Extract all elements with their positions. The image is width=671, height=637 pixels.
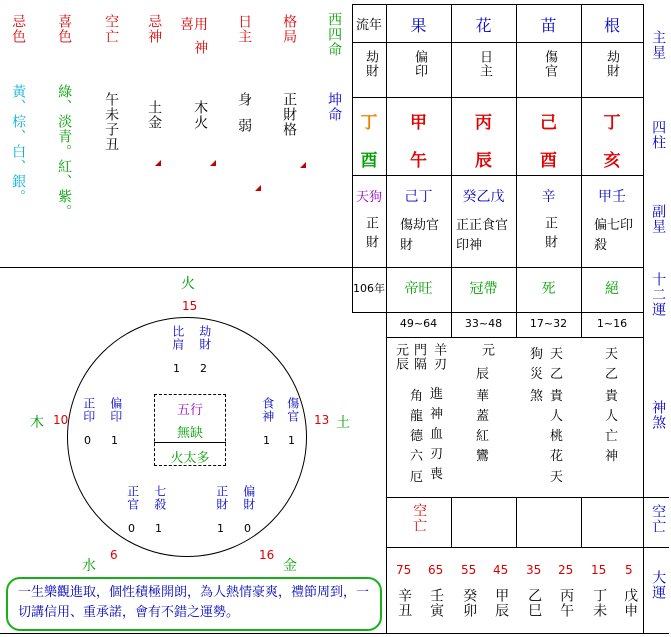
twelve-stage-label: 十二運 xyxy=(650,272,667,317)
daymaster-label: 日主 xyxy=(236,14,253,44)
substar-month-top: 癸乙戊 xyxy=(462,189,505,205)
shensha-label: 神煞 xyxy=(650,400,667,430)
kongwang-cell: 空亡 xyxy=(411,503,428,533)
substar-day-top: 辛 xyxy=(541,189,556,205)
stem-month: 丙 xyxy=(475,113,492,133)
branch-hour: 亥 xyxy=(603,151,621,171)
marker-triangle xyxy=(210,160,216,166)
substar-hour-top: 甲壬 xyxy=(598,189,626,205)
wood-value: 10 xyxy=(53,413,69,427)
sub-star-label: 副星 xyxy=(650,204,667,234)
metal-value: 16 xyxy=(259,548,275,562)
god-hour: 劫財 xyxy=(603,50,619,78)
substar-hour-bottom: 偏七印殺 xyxy=(594,218,634,253)
avoid-god-label: 忌神 xyxy=(146,14,163,44)
substar-day-bottom: 正財 xyxy=(541,216,557,254)
like-god-label-2: 神 xyxy=(192,40,209,55)
pillar-header-day: 苗 xyxy=(540,16,557,35)
water-label: 水 xyxy=(82,558,96,574)
pillar-header-year: 果 xyxy=(410,16,427,35)
stem-hour: 丁 xyxy=(603,113,621,133)
shensha-year-col3: 進神血刃喪 xyxy=(430,387,444,482)
stage-month-range: 33~48 xyxy=(464,317,503,330)
like-god-value: 木火 xyxy=(192,100,209,130)
branch-month: 辰 xyxy=(475,151,492,171)
marker-triangle xyxy=(300,162,306,168)
like-god-label-1: 喜用 xyxy=(180,17,208,33)
pillar-header-hour: 根 xyxy=(603,16,620,35)
stage-year-range: 49~64 xyxy=(399,317,438,330)
branch-year: 午 xyxy=(410,151,427,171)
stage-hour-range: 1~16 xyxy=(596,317,628,330)
wood-label: 木 xyxy=(30,415,44,431)
substar-liunian-bottom: 正財 xyxy=(362,216,378,254)
like-color-value: 綠、淡青。紅、紫。 xyxy=(56,84,73,219)
god-month: 日主 xyxy=(476,50,492,78)
daymaster-value: 身弱 xyxy=(236,92,253,144)
water-value: 6 xyxy=(110,548,118,562)
stem-liunian: 丁 xyxy=(360,113,378,133)
substar-year-top: 己丁 xyxy=(404,189,433,205)
god-year: 偏印 xyxy=(411,50,427,78)
marker-triangle xyxy=(255,185,261,191)
stage-month-name: 冠帶 xyxy=(469,281,498,297)
main-star-label: 主星 xyxy=(650,30,667,60)
center-title: 五行 xyxy=(176,403,203,418)
stem-day: 己 xyxy=(540,113,557,133)
motto-box: 一生樂觀進取，個性積極開朗，為人熱情豪爽，禮節周到，一切講信用、重承諾，會有不錯之運勢。 xyxy=(6,577,382,631)
marker-triangle xyxy=(155,160,161,166)
substar-year-bottom: 傷劫官財 xyxy=(400,218,440,253)
kongwang-value: 午未子丑 xyxy=(103,92,120,152)
stage-year-name: 帝旺 xyxy=(404,281,433,297)
god-liunian: 劫財 xyxy=(362,50,378,78)
metal-label: 金 xyxy=(283,558,297,574)
god-day: 傷官 xyxy=(541,50,557,78)
branch-liunian: 酉 xyxy=(360,151,378,171)
avoid-color-label: 忌色 xyxy=(10,14,27,44)
pattern-label: 格局 xyxy=(281,14,298,44)
kongwang-label: 空亡 xyxy=(103,14,120,44)
stage-hour-name: 絕 xyxy=(605,281,619,297)
fire-label: 火 xyxy=(181,276,195,292)
earth-label: 土 xyxy=(336,415,350,431)
earth-value: 13 xyxy=(314,413,330,427)
center-mid: 無缺 xyxy=(176,426,203,441)
west-four-label: 西四命 xyxy=(326,12,343,57)
fire-value: 15 xyxy=(182,299,198,313)
avoid-god-value: 土金 xyxy=(146,100,163,130)
like-color-label: 喜色 xyxy=(56,14,73,44)
stage-day-range: 17~32 xyxy=(529,317,568,330)
dayun-label: 大運 xyxy=(650,570,667,600)
avoid-color-value: 黃、棕、白、銀。 xyxy=(10,84,27,204)
center-bottom: 火太多 xyxy=(170,451,210,466)
stem-year: 甲 xyxy=(410,113,427,133)
substar-month-bottom: 正正食官印神 xyxy=(456,218,509,253)
four-pillars-label: 四柱 xyxy=(650,120,667,150)
year-label: 106年 xyxy=(353,282,385,295)
pattern-value: 正財格 xyxy=(281,92,298,137)
stage-day-name: 死 xyxy=(541,281,556,297)
branch-day: 酉 xyxy=(540,151,557,171)
pillar-header-month: 花 xyxy=(475,16,492,35)
liunian-header: 流年 xyxy=(355,18,382,33)
substar-liunian-top: 天狗 xyxy=(355,190,382,205)
kongwang-side-label: 空亡 xyxy=(650,504,667,534)
kun-life-value: 坤命 xyxy=(326,92,343,122)
